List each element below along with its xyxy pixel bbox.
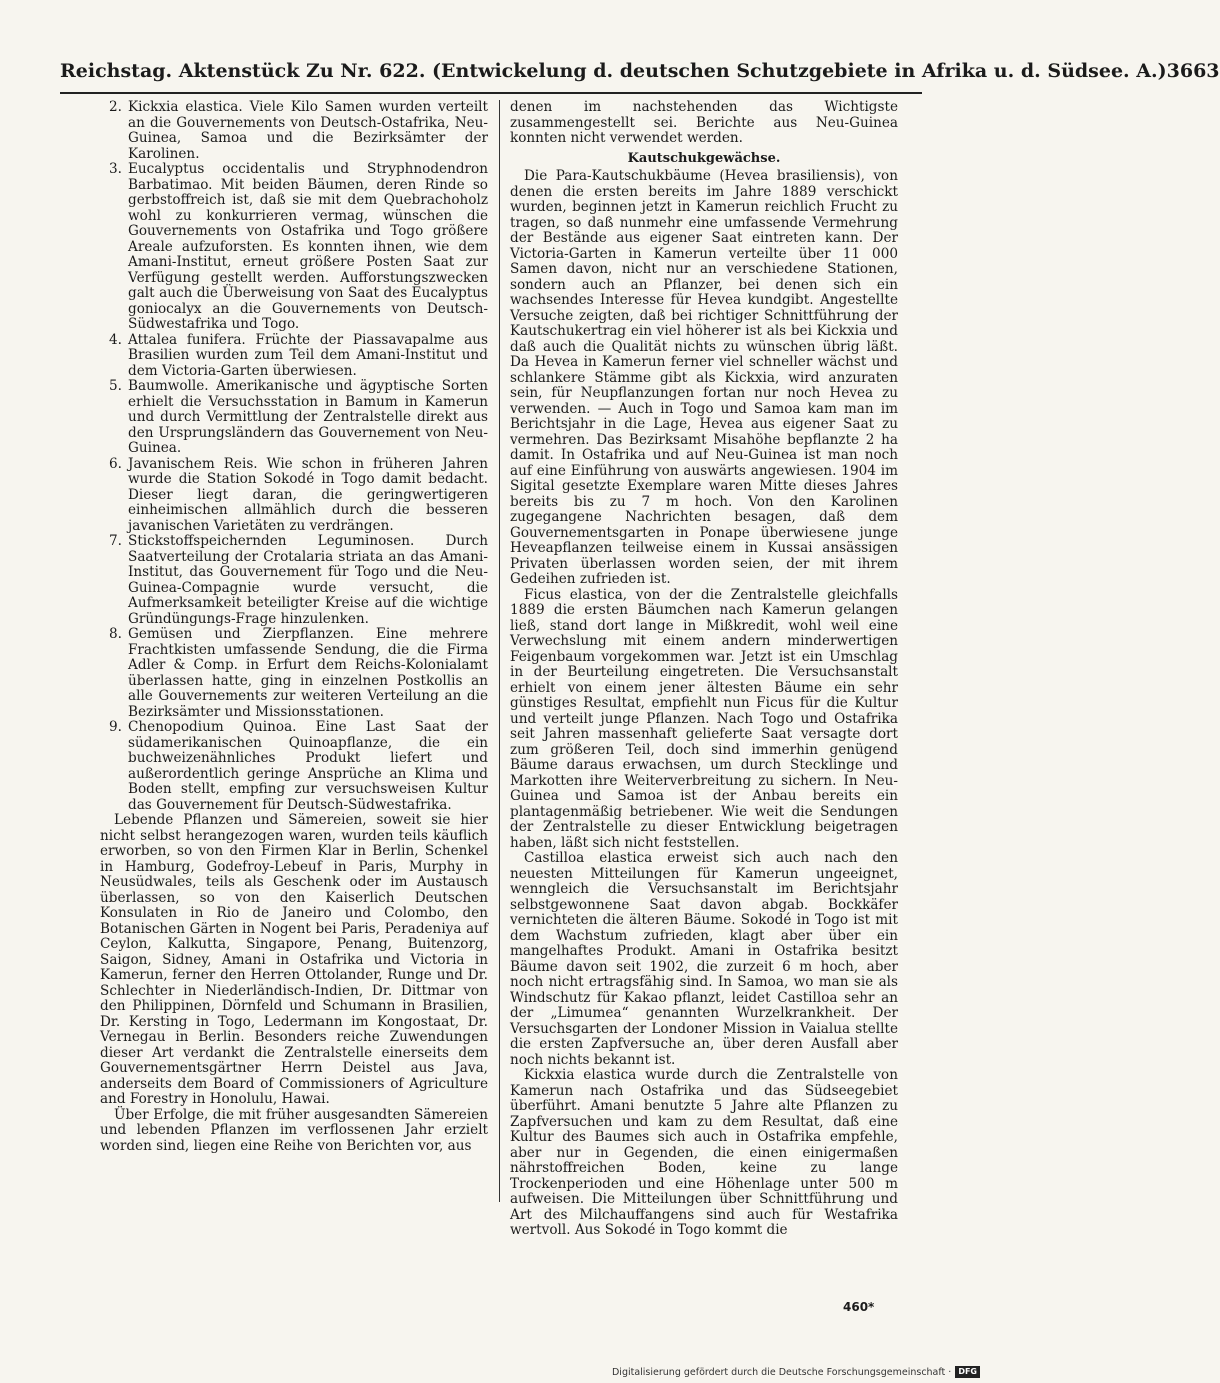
column-divider — [499, 100, 500, 1202]
list-item — [100, 162, 488, 333]
item-text: Gemüsen und Zierpflanzen. Eine mehrere Frachtkisten umfassende Sendung, die die Firma Adler & Comp. in Erfurt dem Reichs-Kolonialamt überlassen hatte, ging in einzelnen Postkollis an alle Gouvernements zur weiteren Verteilung an die Bezirksämter und Missionsstationen. — [128, 626, 488, 720]
list-item — [100, 457, 488, 535]
list-item — [100, 100, 488, 162]
item-text: Kickxia elastica. Viele Kilo Samen wurden verteilt an die Gouvernements von Deutsch-Ostafrika, Neu-Guinea, Samoa und die Bezirksämter der Karolinen. — [128, 99, 488, 162]
item-number: 5. — [109, 378, 122, 394]
header-rule — [60, 92, 922, 94]
header-title: Reichstag. Aktenstück Zu Nr. 622. (Entwickelung d. deutschen Schutzgebiete in Afrika u. d. Südsee. A.) — [60, 60, 1167, 82]
list-item — [100, 720, 488, 813]
running-header — [60, 60, 1220, 82]
item-number: 6. — [109, 455, 122, 472]
item-number: 3. — [109, 161, 122, 177]
list-item — [100, 534, 488, 627]
continued-paragraph: denen im nachstehenden das Wichtigste zusammengestellt sei. Berichte aus Neu-Guinea konnten nicht verwendet werden. — [510, 99, 898, 146]
item-text: Chenopodium Quinoa. Eine Last Saat der südamerikanischen Quinoapflanze, die ein buchweizenähnliches Produkt liefert und außerordentlich geringe Ansprüche an Klima und Boden stellt, empfing zur versuchsweisen Kultur das Gouvernement für Deutsch-Südwestafrika. — [128, 719, 488, 813]
footer-text: Digitalisierung gefördert durch die Deutsche Forschungsgemeinschaft · — [611, 1366, 952, 1378]
list-item — [100, 627, 488, 720]
body-paragraph: Lebende Pflanzen und Sämereien, soweit sie hier nicht selbst herangezogen waren, wurden teils käuflich erworben, so von den Firmen Klar in Berlin, Schenkel in Hamburg, Godefroy-Lebeuf in Paris, Murphy in Neusüdwales, teils als Geschenk oder im Austausch überlassen, so von den Kaiserlich Deutschen Konsulaten in Rio de Janeiro und Colombo, den Botanischen Gärten in Nogent bei Paris, Peradeniya auf Ceylon, Kalkutta, Singapore, Penang, Buitenzorg, Saigon, Sidney, Amani in Ostafrika und Victoria in Kamerun, ferner den Herren Ottolander, Runge und Dr. Schlechter in Niederländisch-Indien, Dr. Dittmar von den Philippinen, Dörnfeld und Schumann in Brasilien, Dr. Kersting in Togo, Ledermann im Kongostaat, Dr. Vernegau in Berlin. Besonders reiche Zuwendungen dieser Art verdankt die Zentralstelle einerseits dem Gouvernementsgärtner Herrn Deistel aus Java, anderseits dem Board of Commissioners of Agriculture and Forestry in Honolulu, Hawai. — [100, 812, 488, 1107]
section-heading: Kautschukgewächse. — [627, 150, 781, 166]
body-paragraph: Über Erfolge, die mit früher ausgesandten Sämereien und lebenden Pflanzen im verflossenen Jahr erzielt worden sind, liegen eine Reihe von Berichten vor, aus — [100, 1106, 488, 1154]
item-text: Stickstoffspeichernden Leguminosen. Durch Saatverteilung der Crotalaria striata an das Amani-Institut, das Gouvernement für Togo und die Neu-Guinea-Compagnie wurde versucht, die Aufmerksamkeit beteiligter Kreise auf die wichtige Gründüngungs-Frage hinzulenken. — [128, 533, 488, 627]
list-item — [100, 333, 488, 380]
item-number: 8. — [109, 626, 122, 642]
body-paragraph: Kickxia elastica wurde durch die Zentralstelle von Kamerun nach Ostafrika und das Südseegebiet überführt. Amani benutzte 5 Jahre alte Pflanzen zu Zapfversuchen und kam zu dem Resultat, daß eine Kultur des Baumes sich auch in Ostafrika empfehle, aber nur in Gegenden, die einen einigermaßen nährstoffreichen Boden, keine zu lange Trockenperioden und eine Höhenlage unter 500 m aufweisen. Die Mitteilungen über Schnittführung und Art des Milchauffangens sind auch für Westafrika wertvoll. Aus Sokodé in Togo kommt die — [510, 1067, 898, 1238]
page-marker: 460* — [843, 1300, 875, 1314]
body-paragraph: Castilloa elastica erweist sich auch nach den neuesten Mitteilungen für Kamerun ungeeignet, wenngleich die Versuchsanstalt im Berichtsjahr selbstgewonnene Saat davon abgab. Bockkäfer vernichteten die älteren Bäume. Sokodé in Togo ist mit dem Wachstum zufrieden, klagt aber über ein mangelhaftes Produkt. Amani in Ostafrika besitzt Bäume davon seit 1902, die zurzeit 6 m hoch, aber noch nicht ertragsfähig sind. In Samoa, wo man sie als Windschutz für Kakao pflanzt, leidet Castilloa sehr an der „Limumea“ genannten Wurzelkrankheit. Der Versuchsgarten der Londoner Mission in Vaialua stellte die ersten Zapfversuche an, über deren Ausfall aber noch nichts bekannt ist. — [510, 850, 898, 1068]
item-number: 4. — [109, 331, 122, 348]
footer-credit — [612, 1366, 980, 1378]
item-number: 9. — [109, 719, 122, 735]
item-text: Baumwolle. Amerikanische und ägyptische Sorten erhielt die Versuchsstation in Bamum in Kamerun und durch Vermittlung der Zentralstelle direkt aus den Ursprungsländern das Gouvernement von Neu-Guinea. — [128, 378, 488, 456]
list-item — [100, 379, 488, 457]
right-column — [510, 100, 898, 1239]
item-text: Attalea funifera. Früchte der Piassavapalme aus Brasilien wurden zum Teil dem Amani-Institut und dem Victoria-Garten überwiesen. — [128, 331, 488, 379]
body-paragraph: Die Para-Kautschukbäume (Hevea brasiliensis), von denen die ersten bereits im Jahre 1889 verschickt wurden, beginnen jetzt in Kamerun reichlich Frucht zu tragen, so daß nunmehr eine umfassende Vermehrung der Bestände aus eigener Saat eintreten kann. Der Victoria-Garten in Kamerun verteilte über 11 000 Samen davon, nicht nur an verschiedene Stationen, sondern auch an Pflanzer, bei denen sich ein wachsendes Interesse für Hevea kundgibt. Angestellte Versuche zeigten, daß bei richtiger Schnittführung der Kautschukertrag ein viel höherer ist als bei Kickxia und daß auch die Qualität nichts zu wünschen übrig läßt. Da Hevea in Kamerun ferner viel schneller wächst und schlankere Stämme gibt als Kickxia, wird anzuraten sein, für Neupflanzungen fortan nur noch Hevea zu verwenden. — Auch in Togo und Samoa kam man im Berichtsjahr in die Lage, Hevea aus eigener Saat zu vermehren. Das Bezirksamt Misahöhe bepflanzte 2 ha damit. In Ostafrika und auf Neu-Guinea ist man noch auf eine Einführung von auswärts angewiesen. 1904 im Sigital gesetzte Exemplare waren Mitte dieses Jahres bereits bis zu 7 m hoch. Von den Karolinen zugegangene Nachrichten besagen, daß dem Gouvernementsgarten in Ponape überwiesene junge Heveapflanzen teilweise einem in Kussai ansässigen Privaten überlassen worden seien, der mit ihrem Gedeihen zufrieden ist. — [510, 168, 898, 587]
item-number: 2. — [109, 99, 122, 115]
dfg-logo-icon: DFG — [955, 1366, 980, 1378]
item-text: Eucalyptus occidentalis und Stryphnodendron Barbatimao. Mit beiden Bäumen, deren Rinde so gerbstoffreich ist, daß sie mit dem Quebrachoholz wohl zu konkurrieren vermag, wünschen die Gouvernements von Ostafrika und Togo größere Areale aufzuforsten. Es konnten ihnen, wie dem Amani-Institut, erneut größere Posten Saat zur Verfügung gestellt werden. Aufforstungszwecken galt auch die Überweisung von Saat des Eucalyptus goniocalyx an die Gouvernements von Deutsch-Südwestafrika und Togo. — [128, 161, 488, 332]
item-text: Javanischem Reis. Wie schon in früheren Jahren wurde die Station Sokodé in Togo damit bedacht. Dieser liegt daran, die geringwertigeren einheimischen allmählich durch die besseren javanischen Varietäten zu verdrängen. — [128, 455, 488, 534]
left-column — [100, 100, 488, 1154]
item-number: 7. — [109, 533, 122, 549]
body-paragraph: Ficus elastica, von der die Zentralstelle gleichfalls 1889 die ersten Bäumchen nach Kamerun gelangen ließ, stand dort lange in Mißkredit, wohl weil eine Verwechslung mit einem andern minderwertigen Feigenbaum vorgekommen war. Jetzt ist ein Umschlag in der Beurteilung eingetreten. Die Versuchsanstalt erhielt von einem jener ältesten Bäume ein sehr günstiges Resultat, empfiehlt nun Ficus für die Kultur und verteilt junge Pflanzen. Nach Togo und Ostafrika seit Jahren massenhaft gelieferte Saat versagte dort zum größeren Teil, doch sind immerhin genügend Bäume daraus erwachsen, um durch Stecklinge und Markotten ihre Weiterverbreitung zu sichern. In Neu-Guinea und Samoa ist der Anbau bereits ein plantagenmäßig betriebener. Wie weit die Sendungen der Zentralstelle zu dieser Entwicklung beigetragen haben, läßt sich nicht feststellen. — [510, 586, 898, 851]
header-page-number: 3663 — [1166, 60, 1220, 82]
